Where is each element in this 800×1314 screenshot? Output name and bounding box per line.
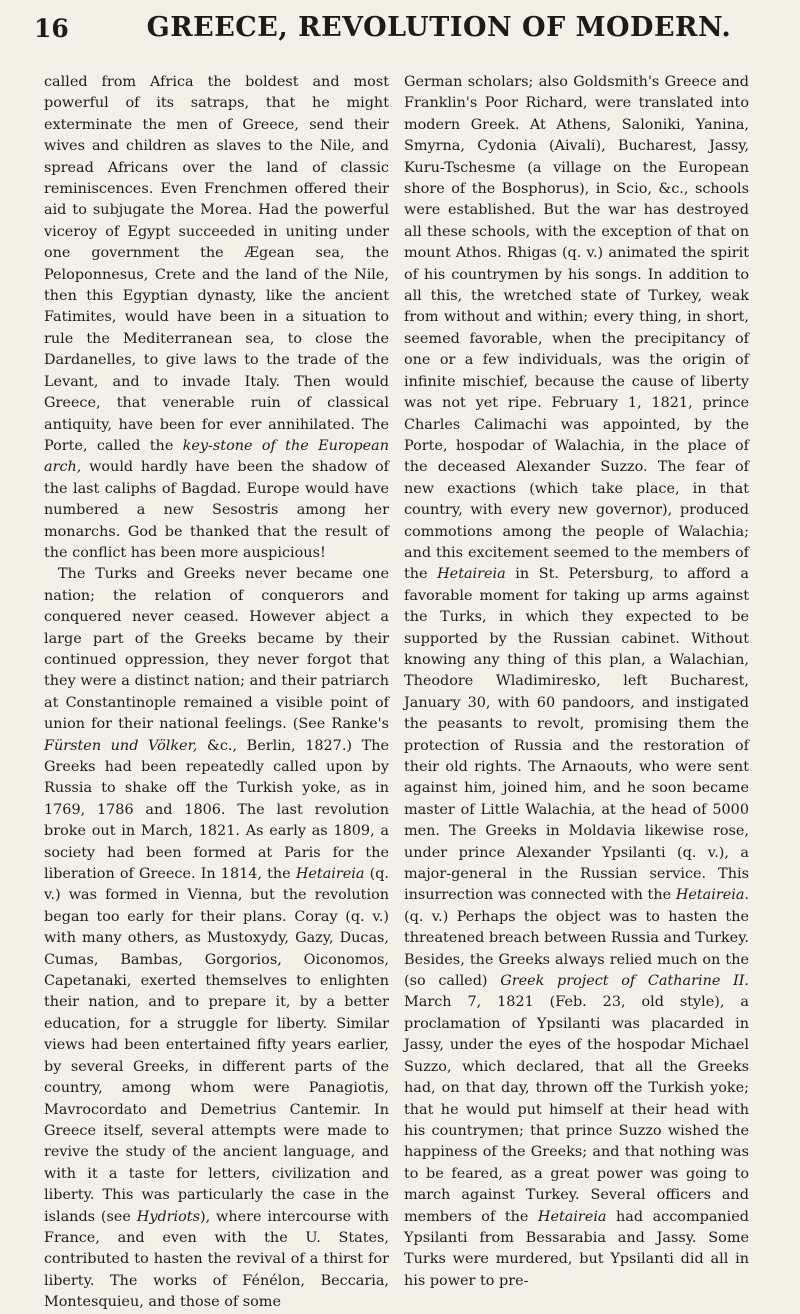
right-column [404, 72, 750, 1289]
italic-phrase: key-stone of the European arch, [44, 437, 389, 476]
text-run: (q. v.) was formed in Vienna, but the revolution began too early for their plans. Coray (q. v.) with many others, as Mustoxydy, Gazy, Ducas, Cumas, Bambas, Gorgorios, Oiconomos, Capetanaki, exerted themselves to enlighten their nation, and to prepare it, by a better education, for a struggle for liberty. Similar views had been entertained fifty years earlier, by several Greeks, in different parts of the country, among whom were Panagiotis, Mavrocordato and Demetrius Cantemir. In Greece itself, several attempts were made to revive the study of the ancient language, and with it a taste for letters, civilization and liberty. This was particularly the case in the islands (see [44, 866, 389, 1225]
text-run: would hardly have been the shadow of the last caliphs of Bagdad. Europe would have numbered a new Sesostris among her monarchs. God be thanked that the result of the conflict has been more auspicious! [44, 459, 389, 561]
left-column [44, 72, 390, 1311]
italic-phrase: Fürsten und Völker, [44, 737, 198, 754]
paragraph [44, 72, 389, 564]
text-run: called from Africa the boldest and most powerful of its satraps, that he might exterminate the men of Greece, send their wives and children as slaves to the Nile, and spread Africans over the land of classic reminiscences. Even Frenchmen offered their aid to subjugate the Morea. Had the powerful viceroy of Egypt succeeded in uniting under one government the Ægean sea, the Peloponnesus, Crete and the land of the Nile, then this Egyptian dynasty, like the ancient Fatimites, would have been in a situation to rule the Mediterranean sea, to close the Dardanelles, to give laws to the trade of the Levant, and to invade Italy. Then would Greece, that venerable ruin of classical antiquity, have been for ever annihilated. The Porte, called the [44, 74, 389, 454]
text-run: March 7, 1821 (Feb. 23, old style), a proclamation of Ypsilanti was placarded in Jassy, under the eyes of the hospodar Michael Suzzo, which declared, that all the Greeks had, on that day, thrown off the Turkish yoke; that he would put himself at their head with his countrymen; that prince Suzzo wished the happiness of the Greeks; and that nothing was to be feared, as a great power was going to march against Turkey. Several officers and members of the [404, 994, 749, 1225]
italic-phrase: Hydriots [136, 1208, 200, 1225]
text-run: (q. v.) Perhaps the object was to hasten the threatened breach between Russia and Turkey. Besides, the Greeks always relied much on the (so called) [404, 908, 749, 990]
italic-phrase: Hetaireia [537, 1208, 607, 1225]
italic-phrase: Hetaireia. [675, 887, 749, 904]
page-number: 16 [34, 14, 69, 43]
text-run: in St. Petersburg, to afford a favorable moment for taking up arms against the Turks, in which they expected to be supported by the Russian cabinet. Without knowing any thing of this plan, a Walachian, Theodore Wladimiresko, left Bucharest, January 30, with 60 pandoors, and instigated the peasants to revolt, promising them the protection of Russia and the restoration of their old rights. The Arnaouts, who were sent against him, joined him, and he soon became master of Little Walachia, at the head of 5000 men. The Greeks in Moldavia likewise rose, under prince Alexander Ypsilanti (q. v.), a major-general in the Russian service. This insurrection was connected with the [404, 566, 749, 904]
italic-phrase: Hetaireia [295, 866, 365, 883]
italic-phrase: Greek project of Catharine II. [500, 973, 750, 990]
page-header [34, 14, 774, 44]
text-run: German scholars; also Goldsmith's Greece and Franklin's Poor Richard, were translated into modern Greek. At Athens, Saloniki, Yanina, Smyrna, Cydonia (Aivali), Bucharest, Jassy, Kuru-Tschesme (a village on the European shore of the Bosphorus), in Scio, &c., schools were established. But the war has destroyed all these schools, with the exception of that on mount Athos. Rhigas (q. v.) animated the spirit of his countrymen by his songs. In addition to all this, the wretched state of Turkey, weak from without and within; every thing, in short, seemed favorable, when the precipitancy of one or a few individuals, was the origin of infinite mischief, because the cause of liberty was not yet ripe. February 1, 1821, prince Charles Calimachi was appointed, by the Porte, hospodar of Walachia, in the place of the deceased Alexander Suzzo. The fear of new exactions (which take place, in that country, with every new governor), produced commotions among the people of Walachia; and this excitement seemed to the members of the [404, 74, 749, 583]
text-run: The Turks and Greeks never became one nation; the relation of conquerors and conquered never ceased. However abject a large part of the Greeks became by their continued oppression, they never forgot that they were a distinct nation; and their patriarch at Constantinople remained a visible point of union for their national feelings. (See Ranke's [44, 566, 389, 733]
paragraph [404, 72, 749, 1292]
text-run: had accompanied Ypsilanti from Bessarabia and Jassy. Some Turks were murdered, but Ypsilanti did all in his power to pre- [404, 1208, 749, 1289]
paragraph [44, 564, 389, 1313]
text-run: ), where intercourse with France, and even with the U. States, contributed to hasten the revival of a thirst for liberty. The works of Fénélon, Beccaria, Montesquieu, and those of some [44, 1208, 390, 1311]
running-title: GREECE, REVOLUTION OF MODERN. [146, 12, 732, 43]
text-run: &c., Berlin, 1827.) The Greeks had been repeatedly called upon by Russia to shake off the Turkish yoke, as in 1769, 1786 and 1806. The last revolution broke out in March, 1821. As early as 1809, a society had been formed at Paris for the liberation of Greece. In 1814, the [44, 737, 389, 883]
italic-phrase: Hetaireia [437, 566, 506, 583]
